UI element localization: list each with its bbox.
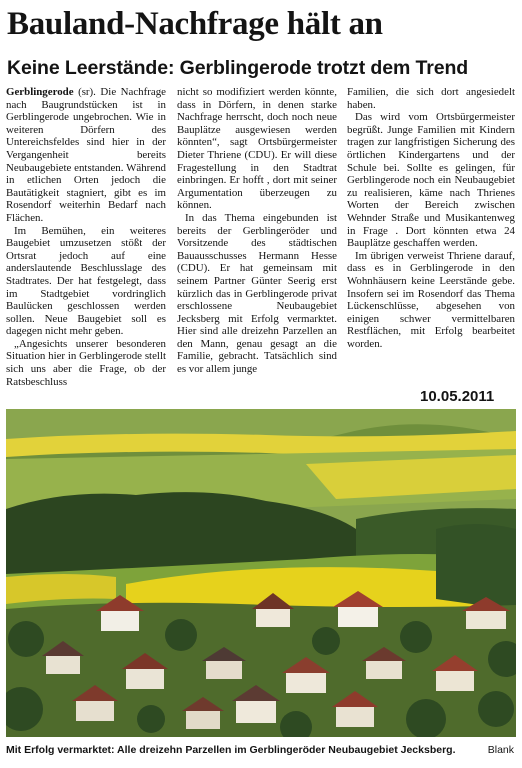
column-2-paragraph-2: In das Thema eingebunden ist bereits der Gerblingeröder und Vorsitzende des städtischen Bauausschusses Hermann Hesse (CDU). Er hat gemeinsam mit seinem Partner Günter Seerig erst kürzlich das in Gerblingerode privat erschlossene Neubaugebiet Jecksberg mit Erfolg vermarktet. Hier sind alle dreizehn Parzellen an den Mann, genau gesagt an die Familie, gebracht. Tatsächlich sind es vor allem junge <box>177 211 337 376</box>
article-column-1 <box>6 86 166 394</box>
headline: Bauland-Nachfrage hält an <box>7 6 383 42</box>
village-landscape-photo <box>6 409 516 737</box>
column-1-paragraph-2: Im Bemühen, ein weiteres Baugebiet umzusetzen stößt der Ortsrat jedoch auf eine anderslautende Beschlusslage des Stadtrates. Der hat festgelegt, dass im Stadtgebiet vordringlich Baulücken geschlossen werden sollen. Neue Baugebiet soll es dagegen nicht mehr geben. <box>6 224 166 338</box>
column-1-paragraph-1-text: Die Nachfrage nach Baugrundstücken ist in Gerblingerode ungebrochen. Wie in weiteren Dörfern des Untereichsfeldes sind hier in der Vergangenheit bereits Neubaugebiete entstanden. Während in etlichen Orten jedoch die Bautätigkeit stagniert, gibt es im Rosendorf weiterhin Bedarf nach Flächen. <box>6 86 166 224</box>
photo-caption: Mit Erfolg vermarktet: Alle dreizehn Parzellen im Gerblingeröder Neubaugebiet Jecksberg. <box>6 744 456 756</box>
date-stamp: 10.05.2011 <box>420 388 495 405</box>
column-2-paragraph-1: nicht so modifiziert werden könnte, dass in Dörfern, in denen starke Nachfrage herrscht, doch noch neue Bauplätze ausgewiesen werden könnten“, sagt Ortsbürgermeister Dieter Thriene (CDU). Er will diese Fragestellung in den Stadtrat einbringen. Er hofft , dort mit seiner Argumentation überzeugen zu können. <box>177 86 337 212</box>
column-3-paragraph-1: Familien, die sich dort angesiedelt haben. <box>347 86 515 111</box>
dateline: Gerblingerode <box>6 86 74 98</box>
photo-credit: Blank <box>487 744 514 756</box>
article-column-2 <box>177 86 337 394</box>
dateline-author: (sr). <box>73 86 101 98</box>
column-1-paragraph-1 <box>6 86 166 225</box>
column-1-paragraph-3: „Angesichts unserer besonderen Situation hier in Gerblingerode stellt sich uns aber die Frage, ob der Ratsbeschluss <box>6 337 166 388</box>
subheadline: Keine Leerstände: Gerblingerode trotzt dem Trend <box>7 57 469 79</box>
column-3-paragraph-2: Das wird vom Ortsbürgermeister begrüßt. Junge Familien mit Kindern tragen zur langfristigen Sicherung des örtlichen Kindergartens und der Schule bei. Sollte es gelingen, für Gerblingerode noch ein Neubaugebiet zu realisieren, käme nach Thrienes Worten der Bereich zwischen Wehnder Straße und Musikantenweg in Frage . Dort könnten etwa 24 Bauplätze geschaffen werden. <box>347 111 515 250</box>
column-3-paragraph-3: Im übrigen verweist Thriene darauf, dass es in Gerblingerode in den Wohnhäusern keine Leerstände gebe. Insofern sei im Rosendorf das Thema Lückenschlüsse, abgesehen von einigen schwer vermittelbaren Restflächen, mit Erfolg bearbeitet worden. <box>347 249 515 350</box>
article-column-3 <box>347 86 515 394</box>
